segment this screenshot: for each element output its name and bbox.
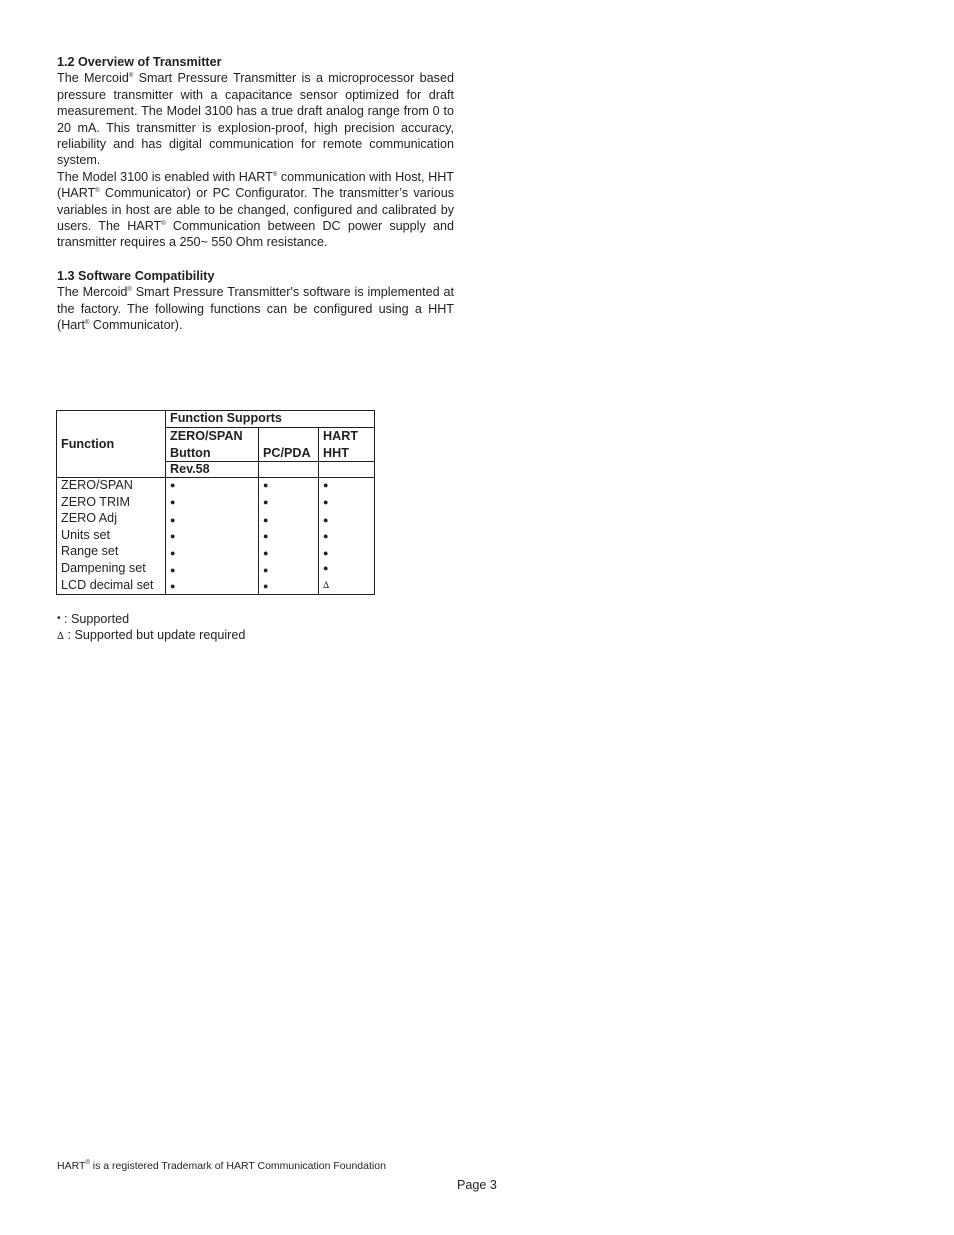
support-dot: ●	[166, 528, 259, 545]
function-name: Dampening set	[57, 561, 166, 578]
table-row	[57, 511, 375, 528]
zero-span-button-header: ZERO/SPAN Button	[166, 428, 259, 462]
bullet-icon: •	[57, 613, 61, 624]
registered-mark: ®	[95, 188, 100, 195]
support-dot: ●	[319, 511, 375, 528]
support-dot: ●	[319, 528, 375, 545]
pc-pda-header: PC/PDA	[259, 428, 319, 462]
support-dot: ●	[319, 478, 375, 495]
function-name: ZERO Adj	[57, 511, 166, 528]
table-row	[57, 561, 375, 578]
function-name: LCD decimal set	[57, 578, 166, 595]
table-row	[57, 578, 375, 595]
support-dot: ●	[259, 528, 319, 545]
support-dot: ●	[166, 561, 259, 578]
section-heading-overview: 1.2 Overview of Transmitter	[57, 55, 222, 69]
overview-paragraph-2: The Model 3100 is enabled with HART® communication with Host, HHT (HART® Communicator) or PC Configurator. The transmitter’s various variables in host are able to be changed, configured and calibrated by users. The HART® Communication between DC power supply and transmitter requires a 250~ 550 Ohm resistance.	[57, 169, 454, 250]
registered-mark: ®	[85, 320, 90, 327]
registered-mark: ®	[128, 73, 134, 80]
legend-update-required: ∆ : Supported but update required	[57, 628, 246, 643]
function-name: Range set	[57, 544, 166, 561]
support-dot: ●	[259, 544, 319, 561]
support-dot: ●	[259, 495, 319, 512]
registered-mark: ®	[127, 287, 132, 294]
registered-mark: ®	[161, 221, 166, 228]
support-dot: ●	[166, 478, 259, 495]
function-supports-header: Function Supports	[166, 411, 375, 428]
delta-icon: ∆	[57, 631, 64, 643]
support-dot: ●	[259, 561, 319, 578]
table-row	[57, 544, 375, 561]
support-dot: ●	[166, 578, 259, 595]
registered-mark: ®	[272, 171, 278, 178]
function-name: Units set	[57, 528, 166, 545]
trademark-footnote: HART® is a registered Trademark of HART Communication Foundation	[57, 1160, 386, 1172]
registered-mark: ®	[85, 1160, 90, 1166]
support-dot: ●	[259, 578, 319, 595]
support-dot: ●	[259, 511, 319, 528]
page-number: Page 3	[457, 1178, 497, 1192]
support-dot: ●	[166, 495, 259, 512]
function-support-table	[56, 410, 375, 595]
function-header: Function	[57, 411, 166, 478]
legend	[57, 611, 245, 646]
section-heading-software: 1.3 Software Compatibility	[57, 268, 215, 283]
rev-header: Rev.58	[166, 462, 259, 478]
support-dot: ●	[166, 511, 259, 528]
table-row	[57, 528, 375, 545]
table-row	[57, 478, 375, 495]
support-dot: ●	[319, 495, 375, 512]
hart-hht-header: HART HHT	[319, 428, 375, 462]
support-dot: ●	[319, 561, 375, 578]
support-dot: ●	[259, 478, 319, 495]
support-dot: ●	[166, 544, 259, 561]
software-paragraph: The Mercoid® Smart Pressure Transmitter's software is implemented at the factory. The following functions can be configured using a HHT (Hart® Communicator).	[57, 285, 454, 333]
function-name: ZERO/SPAN	[57, 478, 166, 495]
legend-supported: • : Supported	[57, 612, 130, 626]
table-row	[57, 495, 375, 512]
text-column	[57, 54, 454, 334]
function-name: ZERO TRIM	[57, 495, 166, 512]
overview-paragraph-1: The Mercoid® Smart Pressure Transmitter is a microprocessor based pressure transmitter with a capacitance sensor optimized for draft measurement. The Model 3100 has a true draft analog range from 0 to 20 mA. This transmitter is explosion-proof, high precision accuracy, reliability and has digital communication for remote communication system.	[57, 71, 454, 168]
support-dot: ●	[319, 544, 375, 561]
update-required-mark: ∆	[319, 578, 375, 595]
